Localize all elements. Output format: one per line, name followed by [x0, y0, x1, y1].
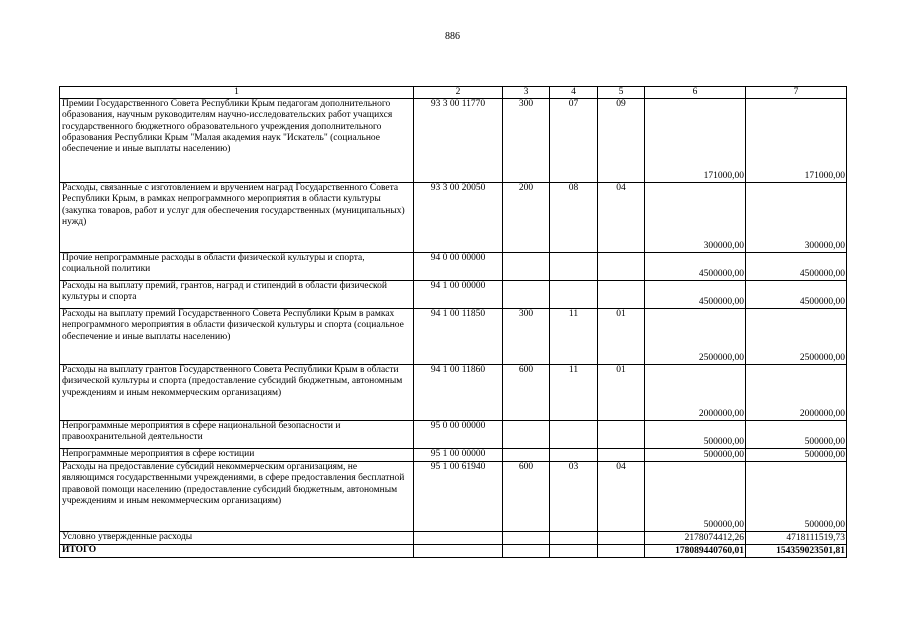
row-section: 03	[550, 462, 598, 532]
row-code: 95 1 00 61940	[414, 462, 503, 532]
row-expense-type	[503, 449, 550, 462]
row-amount-col6: 500000,00	[645, 462, 746, 532]
row-section	[550, 532, 598, 545]
row-subsection: 09	[598, 99, 645, 183]
row-name: Расходы на выплату премий, грантов, наград и стипендий в области физической культуры и спорта	[60, 281, 414, 309]
row-section	[550, 281, 598, 309]
row-subsection	[598, 253, 645, 281]
table-header-row	[60, 87, 847, 99]
row-name: Непрограммные мероприятия в сфере национальной безопасности и правоохранительной деятельности	[60, 421, 414, 449]
row-amount-col6: 171000,00	[645, 99, 746, 183]
row-amount-col6: 2500000,00	[645, 309, 746, 365]
row-expense-type: 300	[503, 99, 550, 183]
row-code: 94 1 00 11860	[414, 365, 503, 421]
row-amount-col7: 154359023501,81	[746, 545, 847, 558]
row-amount-col7: 2000000,00	[746, 365, 847, 421]
row-expense-type: 600	[503, 462, 550, 532]
table-row	[60, 281, 847, 309]
row-section	[550, 421, 598, 449]
row-expense-type	[503, 281, 550, 309]
column-header: 1	[60, 87, 414, 99]
row-code: 93 3 00 20050	[414, 183, 503, 253]
row-subsection: 04	[598, 183, 645, 253]
row-expense-type: 200	[503, 183, 550, 253]
row-section	[550, 253, 598, 281]
table-row	[60, 462, 847, 532]
row-amount-col6: 500000,00	[645, 421, 746, 449]
row-amount-col7: 2500000,00	[746, 309, 847, 365]
column-header: 3	[503, 87, 550, 99]
row-code	[414, 545, 503, 558]
row-subsection	[598, 281, 645, 309]
row-expense-type: 600	[503, 365, 550, 421]
row-amount-col7: 500000,00	[746, 462, 847, 532]
row-expense-type	[503, 532, 550, 545]
row-name: Премии Государственного Совета Республики Крым педагогам дополнительного образования, научным руководителям научно-исследовательских работ учащихся государственного бюджетного образовательного учреждения дополнительного образования Республики Крым "Малая академия наук "Искатель" (социальное обеспечение и иные выплаты населению)	[60, 99, 414, 183]
table-row	[60, 365, 847, 421]
row-amount-col6: 4500000,00	[645, 253, 746, 281]
column-header: 4	[550, 87, 598, 99]
table-row	[60, 309, 847, 365]
row-code: 94 0 00 00000	[414, 253, 503, 281]
row-name: Непрограммные мероприятия в сфере юстиции	[60, 449, 414, 462]
row-name: Условно утвержденные расходы	[60, 532, 414, 545]
table-row	[60, 449, 847, 462]
table-row	[60, 421, 847, 449]
table-row	[60, 253, 847, 281]
row-amount-col6: 2178074412,26	[645, 532, 746, 545]
row-amount-col7: 4500000,00	[746, 253, 847, 281]
row-section: 08	[550, 183, 598, 253]
row-section	[550, 449, 598, 462]
row-code	[414, 532, 503, 545]
row-name: Расходы на выплату грантов Государственного Совета Республики Крым в области физической культуры и спорта (предоставление субсидий бюджетным, автономным учреждениям и иным некоммерческим организациям)	[60, 365, 414, 421]
column-header: 7	[746, 87, 847, 99]
row-subsection: 04	[598, 462, 645, 532]
row-amount-col6: 500000,00	[645, 449, 746, 462]
row-subsection	[598, 532, 645, 545]
row-code: 93 3 00 11770	[414, 99, 503, 183]
row-expense-type	[503, 421, 550, 449]
table-row	[60, 99, 847, 183]
row-name: Прочие непрограммные расходы в области физической культуры и спорта, социальной политики	[60, 253, 414, 281]
row-amount-col6: 178089440760,01	[645, 545, 746, 558]
table-total-row	[60, 545, 847, 558]
row-code: 94 1 00 00000	[414, 281, 503, 309]
column-header: 2	[414, 87, 503, 99]
row-amount-col7: 4500000,00	[746, 281, 847, 309]
row-subsection	[598, 545, 645, 558]
row-subsection	[598, 421, 645, 449]
budget-table	[59, 86, 847, 558]
row-subsection: 01	[598, 309, 645, 365]
row-expense-type	[503, 545, 550, 558]
row-subsection: 01	[598, 365, 645, 421]
row-amount-col7: 500000,00	[746, 421, 847, 449]
row-section: 11	[550, 365, 598, 421]
row-amount-col7: 500000,00	[746, 449, 847, 462]
row-section	[550, 545, 598, 558]
row-amount-col6: 300000,00	[645, 183, 746, 253]
row-amount-col6: 4500000,00	[645, 281, 746, 309]
row-section: 07	[550, 99, 598, 183]
row-amount-col6: 2000000,00	[645, 365, 746, 421]
row-amount-col7: 171000,00	[746, 99, 847, 183]
row-subsection	[598, 449, 645, 462]
row-name: Расходы на предоставление субсидий некоммерческим организациям, не являющимся государственными учреждениями, в сфере предоставления бесплатной правовой помощи населению (предоставление субсидий бюджетным, автономным учреждениям и иным некоммерческим организациям)	[60, 462, 414, 532]
row-name: ИТОГО	[60, 545, 414, 558]
row-expense-type: 300	[503, 309, 550, 365]
row-code: 95 0 00 00000	[414, 421, 503, 449]
row-amount-col7: 300000,00	[746, 183, 847, 253]
table-row	[60, 183, 847, 253]
row-expense-type	[503, 253, 550, 281]
row-name: Расходы, связанные с изготовлением и вручением наград Государственного Совета Республики Крым, в рамках непрограммного мероприятия в области культуры (закупка товаров, работ и услуг для обеспечения государственных (муниципальных) нужд)	[60, 183, 414, 253]
row-code: 95 1 00 00000	[414, 449, 503, 462]
column-header: 6	[645, 87, 746, 99]
table-row	[60, 532, 847, 545]
column-header: 5	[598, 87, 645, 99]
row-amount-col7: 4718111519,73	[746, 532, 847, 545]
row-section: 11	[550, 309, 598, 365]
row-name: Расходы на выплату премий Государственного Совета Республики Крым в рамках непрограммного мероприятия в области физической культуры и спорта (социальное обеспечение и иные выплаты населению)	[60, 309, 414, 365]
row-code: 94 1 00 11850	[414, 309, 503, 365]
page-number: 886	[445, 31, 460, 42]
